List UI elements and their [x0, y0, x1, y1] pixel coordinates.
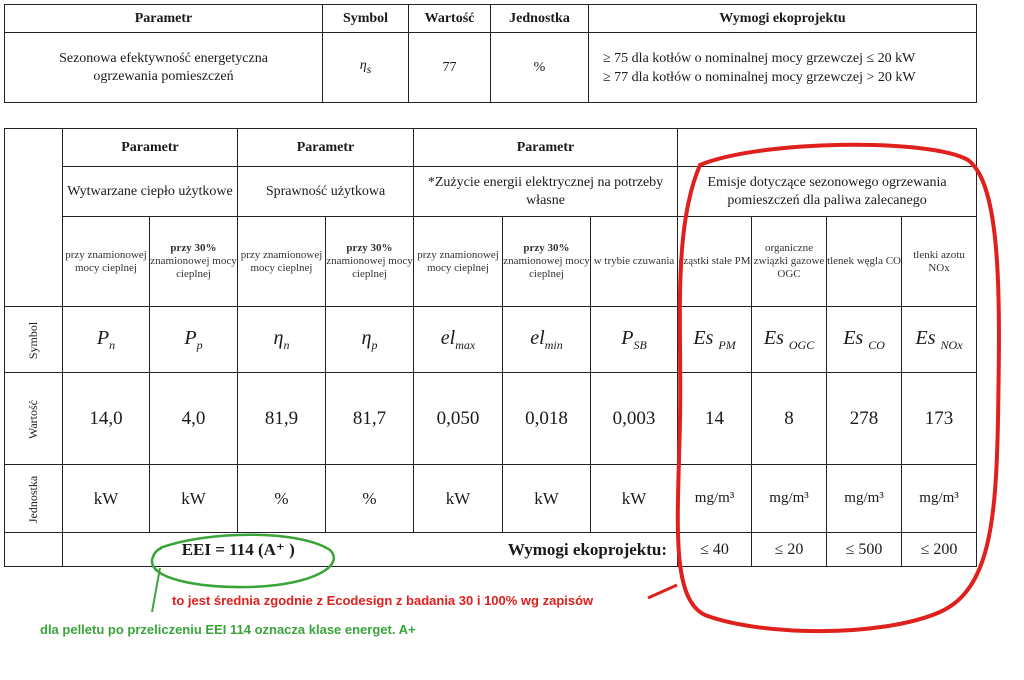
symbol-es-ogc: Es $_{OGC}$: [752, 307, 827, 373]
symbol-eta-s: $\eta_s$: [323, 33, 409, 103]
symbol-es-nox: Es $_{NOx}$: [902, 307, 977, 373]
unit-nox: mg/m³: [902, 465, 977, 533]
subheader-eta-n: przy znamionowej mocy cieplnej: [238, 217, 326, 307]
subheader-el-min: przy 30% znamionowej mocy cieplnej: [503, 217, 591, 307]
unit-el-min: kW: [503, 465, 591, 533]
header-wartosc: Wartość: [409, 5, 491, 33]
red-annotation-text: to jest średnia zgodnie z Ecodesign z badania 30 i 100% wg zapisów: [172, 593, 594, 608]
unit-pm: mg/m³: [678, 465, 752, 533]
req-pm: ≤ 40: [678, 533, 752, 567]
unit-percent: %: [491, 33, 589, 103]
symbol-el-min: $el_{min}$: [503, 307, 591, 373]
symbol-eta-p: $\eta_p$: [326, 307, 414, 373]
value-ogc: 8: [752, 373, 827, 465]
header-parametr: Parametr: [5, 5, 323, 33]
row-label-unit: Jednostka: [5, 465, 63, 533]
group-header-emis: [678, 129, 977, 167]
row-label-value: Wartość: [5, 373, 63, 465]
subheader-psb: w trybie czuwania: [591, 217, 678, 307]
symbol-es-pm: Es $_{PM}$: [678, 307, 752, 373]
value-el-max: 0,050: [414, 373, 503, 465]
requirement-line-1: ≥ 75 dla kotłów o nominalnej mocy grzewczej ≤ 20 kW: [603, 50, 916, 66]
subheader-pm: cząstki stałe PM: [678, 217, 752, 307]
boiler-parameters-table: [4, 128, 977, 567]
header-jednostka: Jednostka: [491, 5, 589, 33]
unit-pp: kW: [150, 465, 238, 533]
subheader-pn: przy znamionowej mocy cieplnej: [63, 217, 150, 307]
seasonal-efficiency-table: [4, 4, 977, 103]
param-seasonal-efficiency: Sezonowa efektywność energetyczna ogrzewania pomieszczeń: [5, 33, 323, 103]
group-header-elec: Parametr: [414, 129, 678, 167]
symbol-eta-n: $\eta_n$: [238, 307, 326, 373]
group-aux-electricity: *Zużycie energii elektrycznej na potrzeby własne: [414, 167, 678, 217]
unit-eta-p: %: [326, 465, 414, 533]
symbol-psb: $P_{SB}$: [591, 307, 678, 373]
unit-ogc: mg/m³: [752, 465, 827, 533]
red-pointer-line: [648, 585, 677, 598]
value-nox: 173: [902, 373, 977, 465]
subheader-co: tlenek węgla CO: [827, 217, 902, 307]
ecodesign-requirements-label: Wymogi ekoprojektu:: [414, 533, 678, 567]
unit-el-max: kW: [414, 465, 503, 533]
value-pn: 14,0: [63, 373, 150, 465]
requirement-line-2: ≥ 77 dla kotłów o nominalnej mocy grzewczej > 20 kW: [603, 69, 916, 85]
value-eta-n: 81,9: [238, 373, 326, 465]
eei-value: EEI = 114 (A⁺ ): [63, 533, 414, 567]
subheader-pp: przy 30% znamionowej mocy cieplnej: [150, 217, 238, 307]
corner-cell: [5, 129, 63, 307]
header-wymogi: Wymogi ekoprojektu: [589, 5, 977, 33]
value-co: 278: [827, 373, 902, 465]
subheader-ogc: organiczne związki gazowe OGC: [752, 217, 827, 307]
symbol-pn: $P_n$: [63, 307, 150, 373]
unit-pn: kW: [63, 465, 150, 533]
req-co: ≤ 500: [827, 533, 902, 567]
green-annotation-text: dla pelletu po przeliczeniu EEI 114 oznacza klase energet. A+: [40, 622, 416, 637]
green-pointer-line: [152, 568, 160, 612]
ecodesign-requirements: [589, 33, 977, 103]
group-useful-efficiency: Sprawność użytkowa: [238, 167, 414, 217]
symbol-el-max: $el_{max}$: [414, 307, 503, 373]
group-header-eff: Parametr: [238, 129, 414, 167]
group-heat-output: Wytwarzane ciepło użytkowe: [63, 167, 238, 217]
header-symbol: Symbol: [323, 5, 409, 33]
req-nox: ≤ 200: [902, 533, 977, 567]
value-eta-p: 81,7: [326, 373, 414, 465]
group-header-heat: Parametr: [63, 129, 238, 167]
value-pm: 14: [678, 373, 752, 465]
symbol-es-co: Es $_{CO}$: [827, 307, 902, 373]
subheader-nox: tlenki azotu NOx: [902, 217, 977, 307]
subheader-eta-p: przy 30% znamionowej mocy cieplnej: [326, 217, 414, 307]
value-seasonal-efficiency: 77: [409, 33, 491, 103]
value-el-min: 0,018: [503, 373, 591, 465]
row-label-symbol: Symbol: [5, 307, 63, 373]
footer-empty-cell: [5, 533, 63, 567]
unit-psb: kW: [591, 465, 678, 533]
value-psb: 0,003: [591, 373, 678, 465]
symbol-pp: $P_p$: [150, 307, 238, 373]
subheader-el-max: przy znamionowej mocy cieplnej: [414, 217, 503, 307]
value-pp: 4,0: [150, 373, 238, 465]
req-ogc: ≤ 20: [752, 533, 827, 567]
unit-co: mg/m³: [827, 465, 902, 533]
unit-eta-n: %: [238, 465, 326, 533]
group-emissions: Emisje dotyczące sezonowego ogrzewania pomieszczeń dla paliwa zalecanego: [678, 167, 977, 217]
